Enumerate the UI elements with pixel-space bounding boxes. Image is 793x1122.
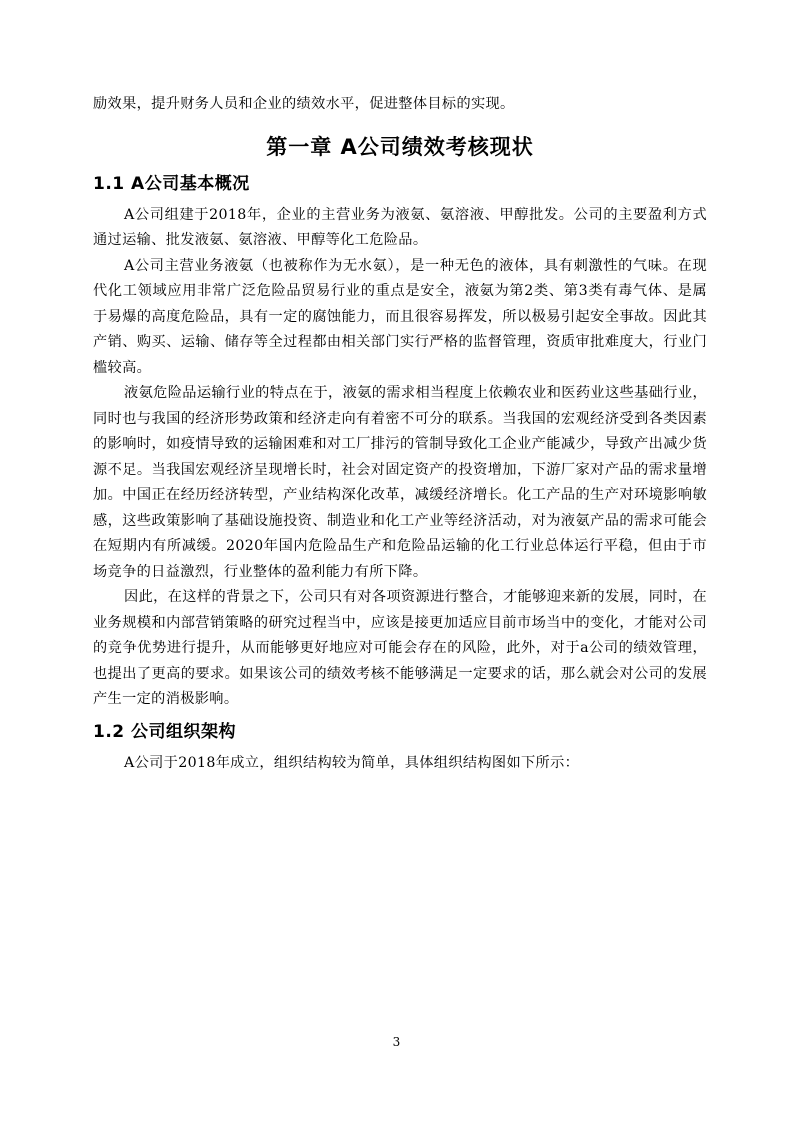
body-paragraph: A公司于2018年成立，组织结构较为简单，具体组织结构图如下所示： bbox=[124, 754, 580, 771]
continued-paragraph: 励效果，提升财务人员和企业的绩效水平，促进整体目标的实现。 bbox=[93, 96, 515, 112]
section-heading-1-2: 1.2 公司组织架构 bbox=[93, 721, 237, 742]
body-paragraph: 因此，在这样的背景之下，公司只有对各项资源进行整合，才能够迎来新的发展，同时，在业务规模和内部营销策略的研究过程当中，应该是接更加适应目前市场当中的变化，才能对公司的竞争优势进行提升，从而能够更好地应对可能会存在的风险，此外，对于a公司的绩效管理，也提出了更高的要求。如果该公司的绩效考核不能够满足一定要求的话，那么就会对公司的发展产生一定的消极影响。 bbox=[93, 589, 707, 707]
chapter-title: 第一章 A公司绩效考核现状 bbox=[266, 134, 534, 159]
body-paragraph: A公司组建于2018年，企业的主营业务为液氨、氨溶液、甲醇批发。公司的主要盈利方式通过运输、批发液氨、氨溶液、甲醇等化工危险品。 bbox=[93, 206, 707, 248]
section-heading-1-1: 1.1 A公司基本概况 bbox=[93, 173, 250, 194]
body-paragraph: 液氨危险品运输行业的特点在于，液氨的需求相当程度上依赖农业和医药业这些基础行业，同时也与我国的经济形势政策和经济走向有着密不可分的联系。当我国的宏观经济受到各类因素的影响时，如疫情导致的运输困难和对工厂排污的管制导致化工企业产能减少，导致产出减少货源不足。当我国宏观经济呈现增长时，社会对固定资产的投资增加，下游厂家对产品的需求量增加。中国正在经历经济转型，产业结构深化改革，减缓经济增长。化工产品的生产对环境影响敏感，这些政策影响了基础设施投资、制造业和化工产业等经济活动，对为液氨产品的需求可能会在短期内有所减缓。2020年国内危险品生产和危险品运输的化工行业总体运行平稳，但由于市场竞争的日益激烈，行业整体的盈利能力有所下降。 bbox=[93, 385, 707, 580]
page-number: 3 bbox=[392, 1035, 401, 1049]
body-paragraph: A公司主营业务液氨（也被称作为无水氨），是一种无色的液体，具有刺激性的气味。在现代化工领域应用非常广泛危险品贸易行业的重点是安全，液氨为第2类、第3类有毒气体、是属于易爆的高度危险品，具有一定的腐蚀能力，而且很容易挥发，所以极易引起安全事故。因此其产销、购买、运输、储存等全过程都由相关部门实行严格的监督管理，资质审批难度大，行业门槛较高。 bbox=[93, 257, 707, 376]
page-body bbox=[93, 92, 707, 776]
